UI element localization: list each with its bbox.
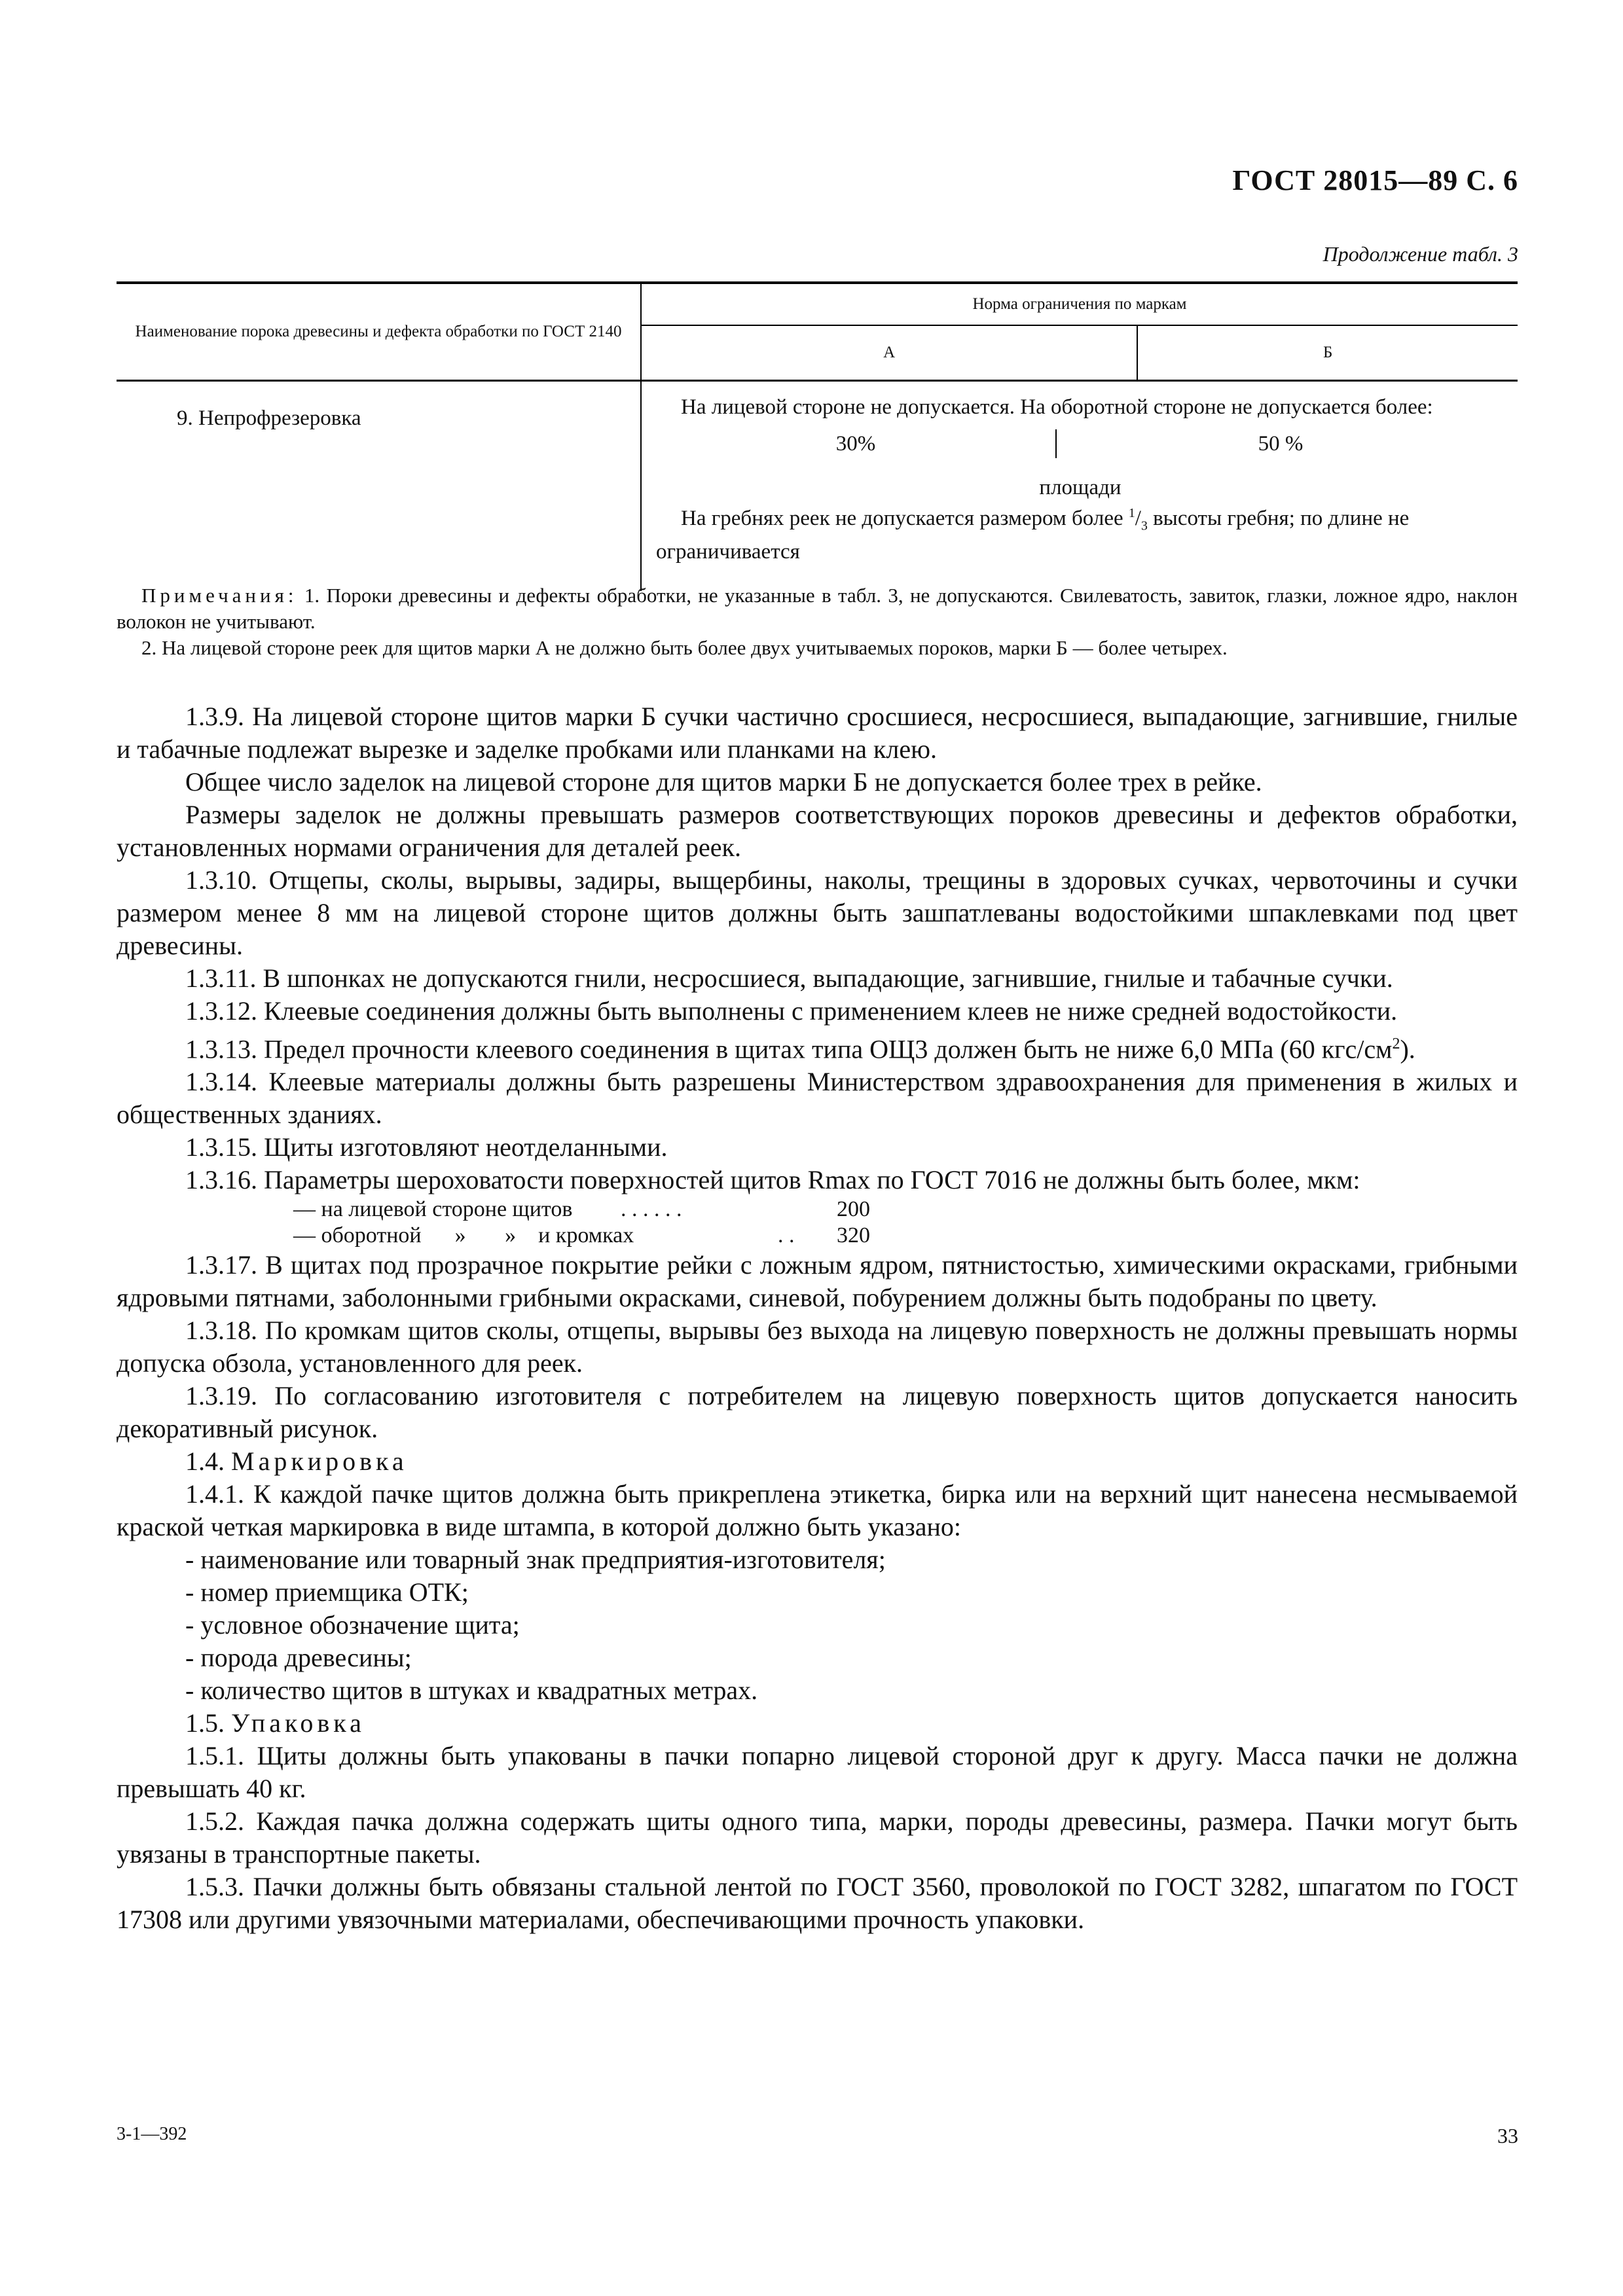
- section-heading-marking: 1.4. Маркировка: [185, 1446, 408, 1477]
- list-item: — на лицевой стороне щитов . . . . . . 200: [293, 1197, 870, 1222]
- col-header-b: Б: [1137, 325, 1518, 381]
- paragraph: 1.3.13. Предел прочности клеевого соединения в щитах типа ОЩ3 должен быть не ниже 6,0 МПа (60 кгс/$см^2$).: [185, 1034, 1415, 1064]
- page-header: ГОСТ 28015—89 С. 6: [1232, 164, 1518, 196]
- paragraph: 1.3.9. На лицевой стороне щитов марки Б сучки частично сросшиеся, несросшиеся, выпадающие, загнившие, гнилые и табачные подлежат вырезке и заделке пробками или планками на клею.: [117, 702, 1518, 764]
- table-continuation-label: Продолжение табл. 3: [1322, 242, 1518, 266]
- paragraph: 1.3.14. Клеевые материалы должны быть разрешены Министерством здравоохранения для применения в жилых и общественных зданиях.: [117, 1067, 1518, 1130]
- norm-value-a: 30%: [656, 429, 1057, 458]
- paragraph: 1.3.15. Щиты изготовляют неотделанными.: [185, 1132, 668, 1162]
- paragraph: 1.5.2. Каждая пачка должна содержать щиты одного типа, марки, породы древесины, размера. Пачки могут быть увязаны в транспортные пакеты.: [117, 1806, 1518, 1869]
- col-header-a: А: [641, 325, 1137, 381]
- col-header-norm: Норма ограничения по маркам: [641, 283, 1518, 325]
- list-item: - количество щитов в штуках и квадратных метрах.: [185, 1676, 758, 1706]
- row-norm-cell: [641, 381, 1518, 592]
- paragraph: 1.5.3. Пачки должны быть обвязаны стальной лентой по ГОСТ 3560, проволокой по ГОСТ 3282, шпагатом по ГОСТ 17308 или другими увязочными материалами, обеспечивающими прочность упаковки.: [117, 1872, 1518, 1935]
- list-item: - наименование или товарный знак предприятия-изготовителя;: [185, 1545, 886, 1575]
- paragraph: 1.5.1. Щиты должны быть упакованы в пачки попарно лицевой стороной друг к другу. Масса пачки не должна превышать 40 кг.: [117, 1741, 1518, 1804]
- roughness-list: [117, 1196, 1518, 1249]
- table-row: [117, 381, 1518, 592]
- main-text: [117, 700, 1518, 1936]
- list-item: - условное обозначение щита;: [185, 1610, 520, 1640]
- paragraph: 1.4.1. К каждой пачке щитов должна быть прикреплена этикетка, бирка или на верхний щит нанесена несмываемой краской четкая маркировка в виде штампа, в которой должно быть указано:: [117, 1479, 1518, 1542]
- row-norm-text-1: На лицевой стороне не допускается. На оборотной стороне не допускается более:: [681, 395, 1433, 419]
- table-notes: [117, 583, 1518, 661]
- paragraph: 1.3.17. В щитах под прозрачное покрытие рейки с ложным ядром, пятнистостью, химическими окрасками, грибными ядровыми пятнами, заболонными грибными окрасками, синевой, побурением должны быть подобраны по цвету.: [117, 1250, 1518, 1313]
- paragraph: 1.3.12. Клеевые соединения должны быть выполнены с применением клеев не ниже средней водостойкости.: [185, 996, 1398, 1026]
- row-defect-name: 9. Непрофрезеровка: [177, 406, 361, 430]
- paragraph: 1.3.16. Параметры шероховатости поверхностей щитов Rmax по ГОСТ 7016 не должны быть более, мкм:: [185, 1165, 1360, 1195]
- paragraph: 1.3.19. По согласованию изготовителя с потребителем на лицевую поверхность щитов допускается наносить декоративный рисунок.: [117, 1381, 1518, 1444]
- paragraph: 1.3.11. В шпонках не допускаются гнили, несросшиеся, выпадающие, загнившие, гнилые и табачные сучки.: [185, 963, 1393, 993]
- col-header-name: Наименование порока древесины и дефекта обработки по ГОСТ 2140: [117, 283, 641, 381]
- note-1: Примечания: 1. Пороки древесины и дефекты обработки, не указанные в табл. 3, не допускаются. Свилеватость, завиток, глазки, ложное ядро, наклон волокон не учитывают.: [117, 584, 1518, 633]
- paragraph: Размеры заделок не должны превышать размеров соответствующих пороков древесины и дефектов обработки, установленных нормами ограничения для деталей реек.: [117, 800, 1518, 862]
- paragraph: 1.3.18. По кромкам щитов сколы, отщепы, вырывы без выхода на лицевую поверхность не должны превышать нормы допуска обзола, установленного для реек.: [117, 1316, 1518, 1378]
- list-item: — оборотной » » и кромках . . 320: [293, 1223, 870, 1248]
- paragraph: 1.3.10. Отщепы, сколы, вырывы, задиры, выщербины, наколы, трещины в здоровых сучках, червоточины и сучки размером менее 8 мм на лицевой стороне щитов должны быть зашпатлеваны водостойкими шпаклевками под цвет древесины.: [117, 865, 1518, 960]
- section-heading-packing: 1.5. Упаковка: [185, 1708, 365, 1738]
- page-number: 33: [1497, 2124, 1518, 2147]
- defect-norms-table: [117, 281, 1518, 591]
- row-norm-text-2: На гребнях реек не допускается размером более $^1/_3$ высоты гребня; по длине не ограничивается: [656, 506, 1410, 564]
- list-item: - порода древесины;: [185, 1643, 412, 1673]
- print-code: 3-1—392: [117, 2124, 187, 2144]
- list-item: - номер приемщика ОТК;: [185, 1577, 469, 1607]
- norm-value-b: 50 %: [1258, 432, 1304, 456]
- norm-area-label: площади: [1039, 476, 1122, 499]
- note-2: 2. На лицевой стороне реек для щитов марки А не должно быть более двух учитываемых пороков, марки Б — более четырех.: [141, 636, 1228, 659]
- paragraph: Общее число заделок на лицевой стороне для щитов марки Б не допускается более трех в рейке.: [185, 767, 1262, 797]
